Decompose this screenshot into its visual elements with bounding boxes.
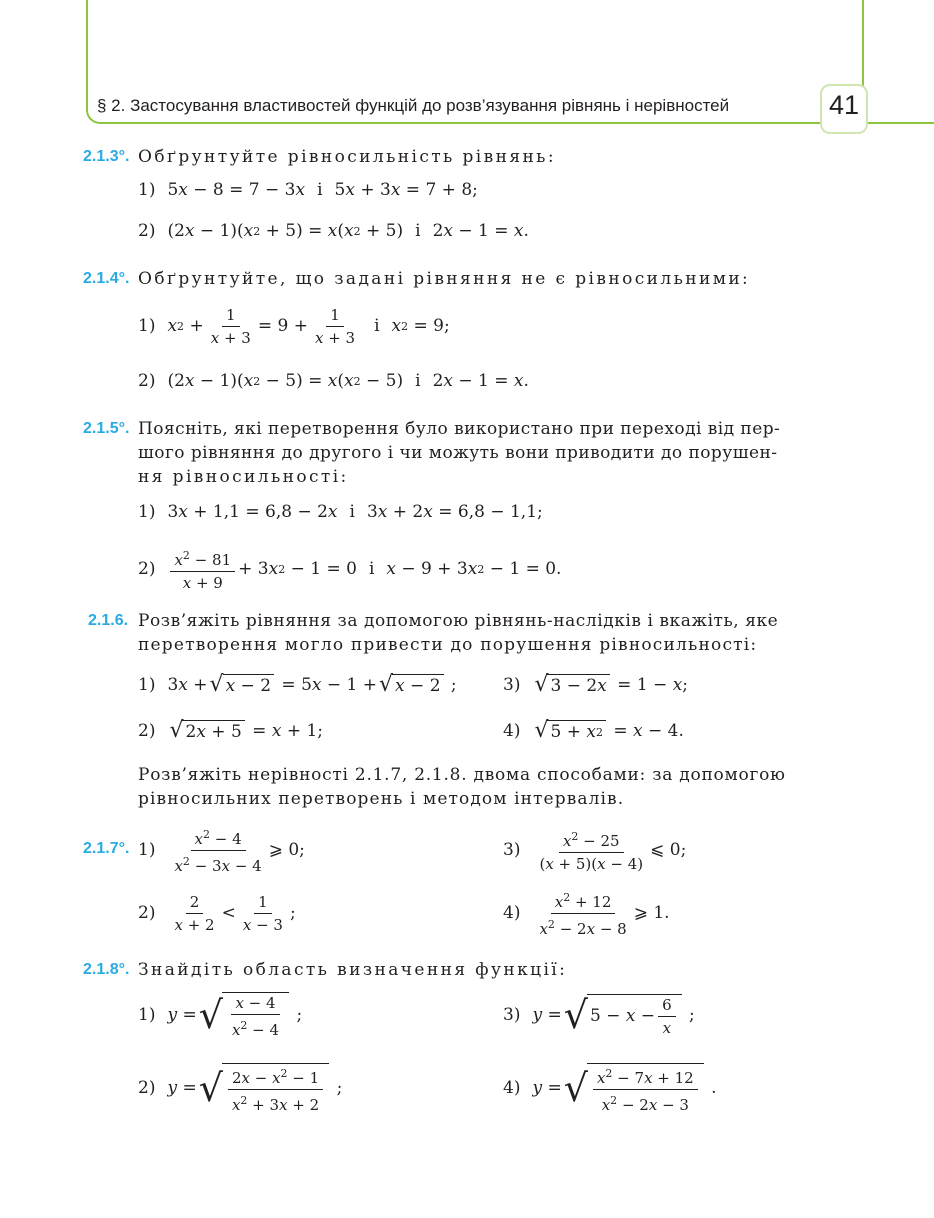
problem-item: [138, 211, 529, 251]
item-label: 2): [138, 371, 156, 391]
function: y = √ $\frac{2x - x^2 - 1}{x^2 + 3x + 2}$ ;: [167, 1063, 342, 1114]
problem-number: 2.1.5°.: [83, 420, 130, 437]
problem-item: [138, 993, 303, 1039]
item-label: 3): [503, 675, 521, 695]
item-label: 1): [138, 1005, 156, 1025]
problem-number: 2.1.4°.: [83, 270, 130, 287]
item-label: 1): [138, 675, 156, 695]
instruction-text: рівносильних перетворень і методом інтервалів.: [138, 789, 625, 809]
instruction-text: Розв’яжіть нерівності 2.1.7, 2.1.8. двома способами: за допомогою: [138, 765, 786, 785]
problem-number: 2.1.6.: [88, 612, 129, 629]
problem-item: [503, 829, 687, 873]
problem-item: [138, 492, 543, 532]
problem-statement: ня рівносильності:: [138, 467, 349, 487]
equation: 3 x + √ x − 2 = 5 x − 1 + √ x − 2 ;: [167, 672, 457, 697]
equation: x 2 + $\frac{1}{x + 3}$ = 9 + $\frac{1}{x + 3}$ і x 2 = 9;: [167, 305, 450, 347]
function: y = √ $\frac{x^2 - 7x + 12}{x^2 - 2x - 3}$ .: [532, 1063, 716, 1114]
item-label: 1): [138, 502, 156, 522]
problem-statement: шого рівняння до другого і чи можуть вони приводити до порушен-: [138, 443, 778, 463]
problem-item: [138, 711, 323, 751]
equation: √ 5 + x 2 = x − 4.: [534, 718, 684, 743]
problem-item: [138, 827, 305, 875]
problem-item: [503, 665, 688, 705]
problem-number: 2.1.3°.: [83, 148, 130, 165]
item-label: 2): [138, 903, 156, 923]
item-label: 4): [503, 1078, 521, 1098]
inequality: $\frac{x^2 - 25}{(x + 5)(x - 4)}$ ⩽ 0;: [539, 829, 687, 873]
equation: √ 2 x + 5 = x + 1;: [169, 718, 324, 743]
section-title: § 2. Застосування властивостей функцій до розв’язування рівнянь і нерівностей: [97, 96, 730, 115]
function: y = √ 5 − x − $\frac{6}{x}$ ;: [532, 993, 695, 1037]
item-label: 2): [138, 221, 156, 241]
problem-item: [138, 665, 457, 705]
problem-item: [503, 711, 684, 751]
problem-statement: Поясніть, які перетворення було використано при переході від пер-: [138, 419, 781, 439]
problem-number: 2.1.7°.: [83, 840, 130, 857]
equation: $\frac{x^2 - 81}{x + 9}$ + 3 x 2 − 1 = 0 і x − 9 + 3 x 2 − 1 = 0.: [167, 547, 561, 592]
equation: (2 x − 1)( x 2 + 5) = x ( x 2 + 5) і 2 x − 1 = x .: [167, 221, 529, 241]
item-label: 2): [138, 559, 156, 579]
header-divider: [866, 122, 934, 124]
problem-item: [138, 170, 478, 210]
item-label: 4): [503, 721, 521, 741]
problem-item: [138, 548, 562, 592]
item-label: 1): [138, 840, 156, 860]
problem-number: 2.1.8°.: [83, 961, 130, 978]
item-label: 2): [138, 721, 156, 741]
problem-statement: Розв’яжіть рівняння за допомогою рівнянь-наслідків і вкажіть, яке: [138, 611, 779, 631]
problem-statement: перетворення могло привести до порушення рівносильності:: [138, 635, 758, 655]
equation: √ 3 − 2 x = 1 − x ;: [534, 672, 689, 697]
page-number: 41: [828, 90, 860, 120]
equation: 5 x − 8 = 7 − 3 x і 5 x + 3 x = 7 + 8;: [167, 180, 478, 200]
item-label: 1): [138, 180, 156, 200]
inequality: $\frac{x^2 - 4}{x^2 - 3x - 4}$ ⩾ 0;: [174, 827, 305, 875]
item-label: 1): [138, 316, 156, 336]
problem-item: [138, 361, 529, 401]
problem-item: [138, 1066, 343, 1114]
problem-item: [138, 306, 450, 346]
equation: 3 x + 1,1 = 6,8 − 2 x і 3 x + 2 x = 6,8 − 1,1;: [167, 502, 543, 522]
item-label: 3): [503, 840, 521, 860]
item-label: 2): [138, 1078, 156, 1098]
problem-statement: Обґрунтуйте, що задані рівняння не є рівносильними:: [138, 269, 751, 289]
problem-item: [138, 893, 296, 933]
inequality: $\frac{2}{x + 2}$ < $\frac{1}{x - 3}$ ;: [174, 892, 296, 934]
problem-item: [503, 1066, 717, 1114]
problem-item: [503, 995, 695, 1035]
problem-statement: Знайдіть область визначення функції:: [138, 960, 568, 980]
problem-statement: Обґрунтуйте рівносильність рівнянь:: [138, 147, 556, 167]
item-label: 3): [503, 1005, 521, 1025]
inequality: $\frac{x^2 + 12}{x^2 - 2x - 8}$ ⩾ 1.: [539, 890, 670, 938]
problem-item: [503, 890, 670, 938]
function: y = √ $\frac{x - 4}{x^2 - 4}$ ;: [167, 993, 303, 1039]
item-label: 4): [503, 903, 521, 923]
equation: (2 x − 1)( x 2 − 5) = x ( x 2 − 5) і 2 x − 1 = x .: [167, 371, 529, 391]
